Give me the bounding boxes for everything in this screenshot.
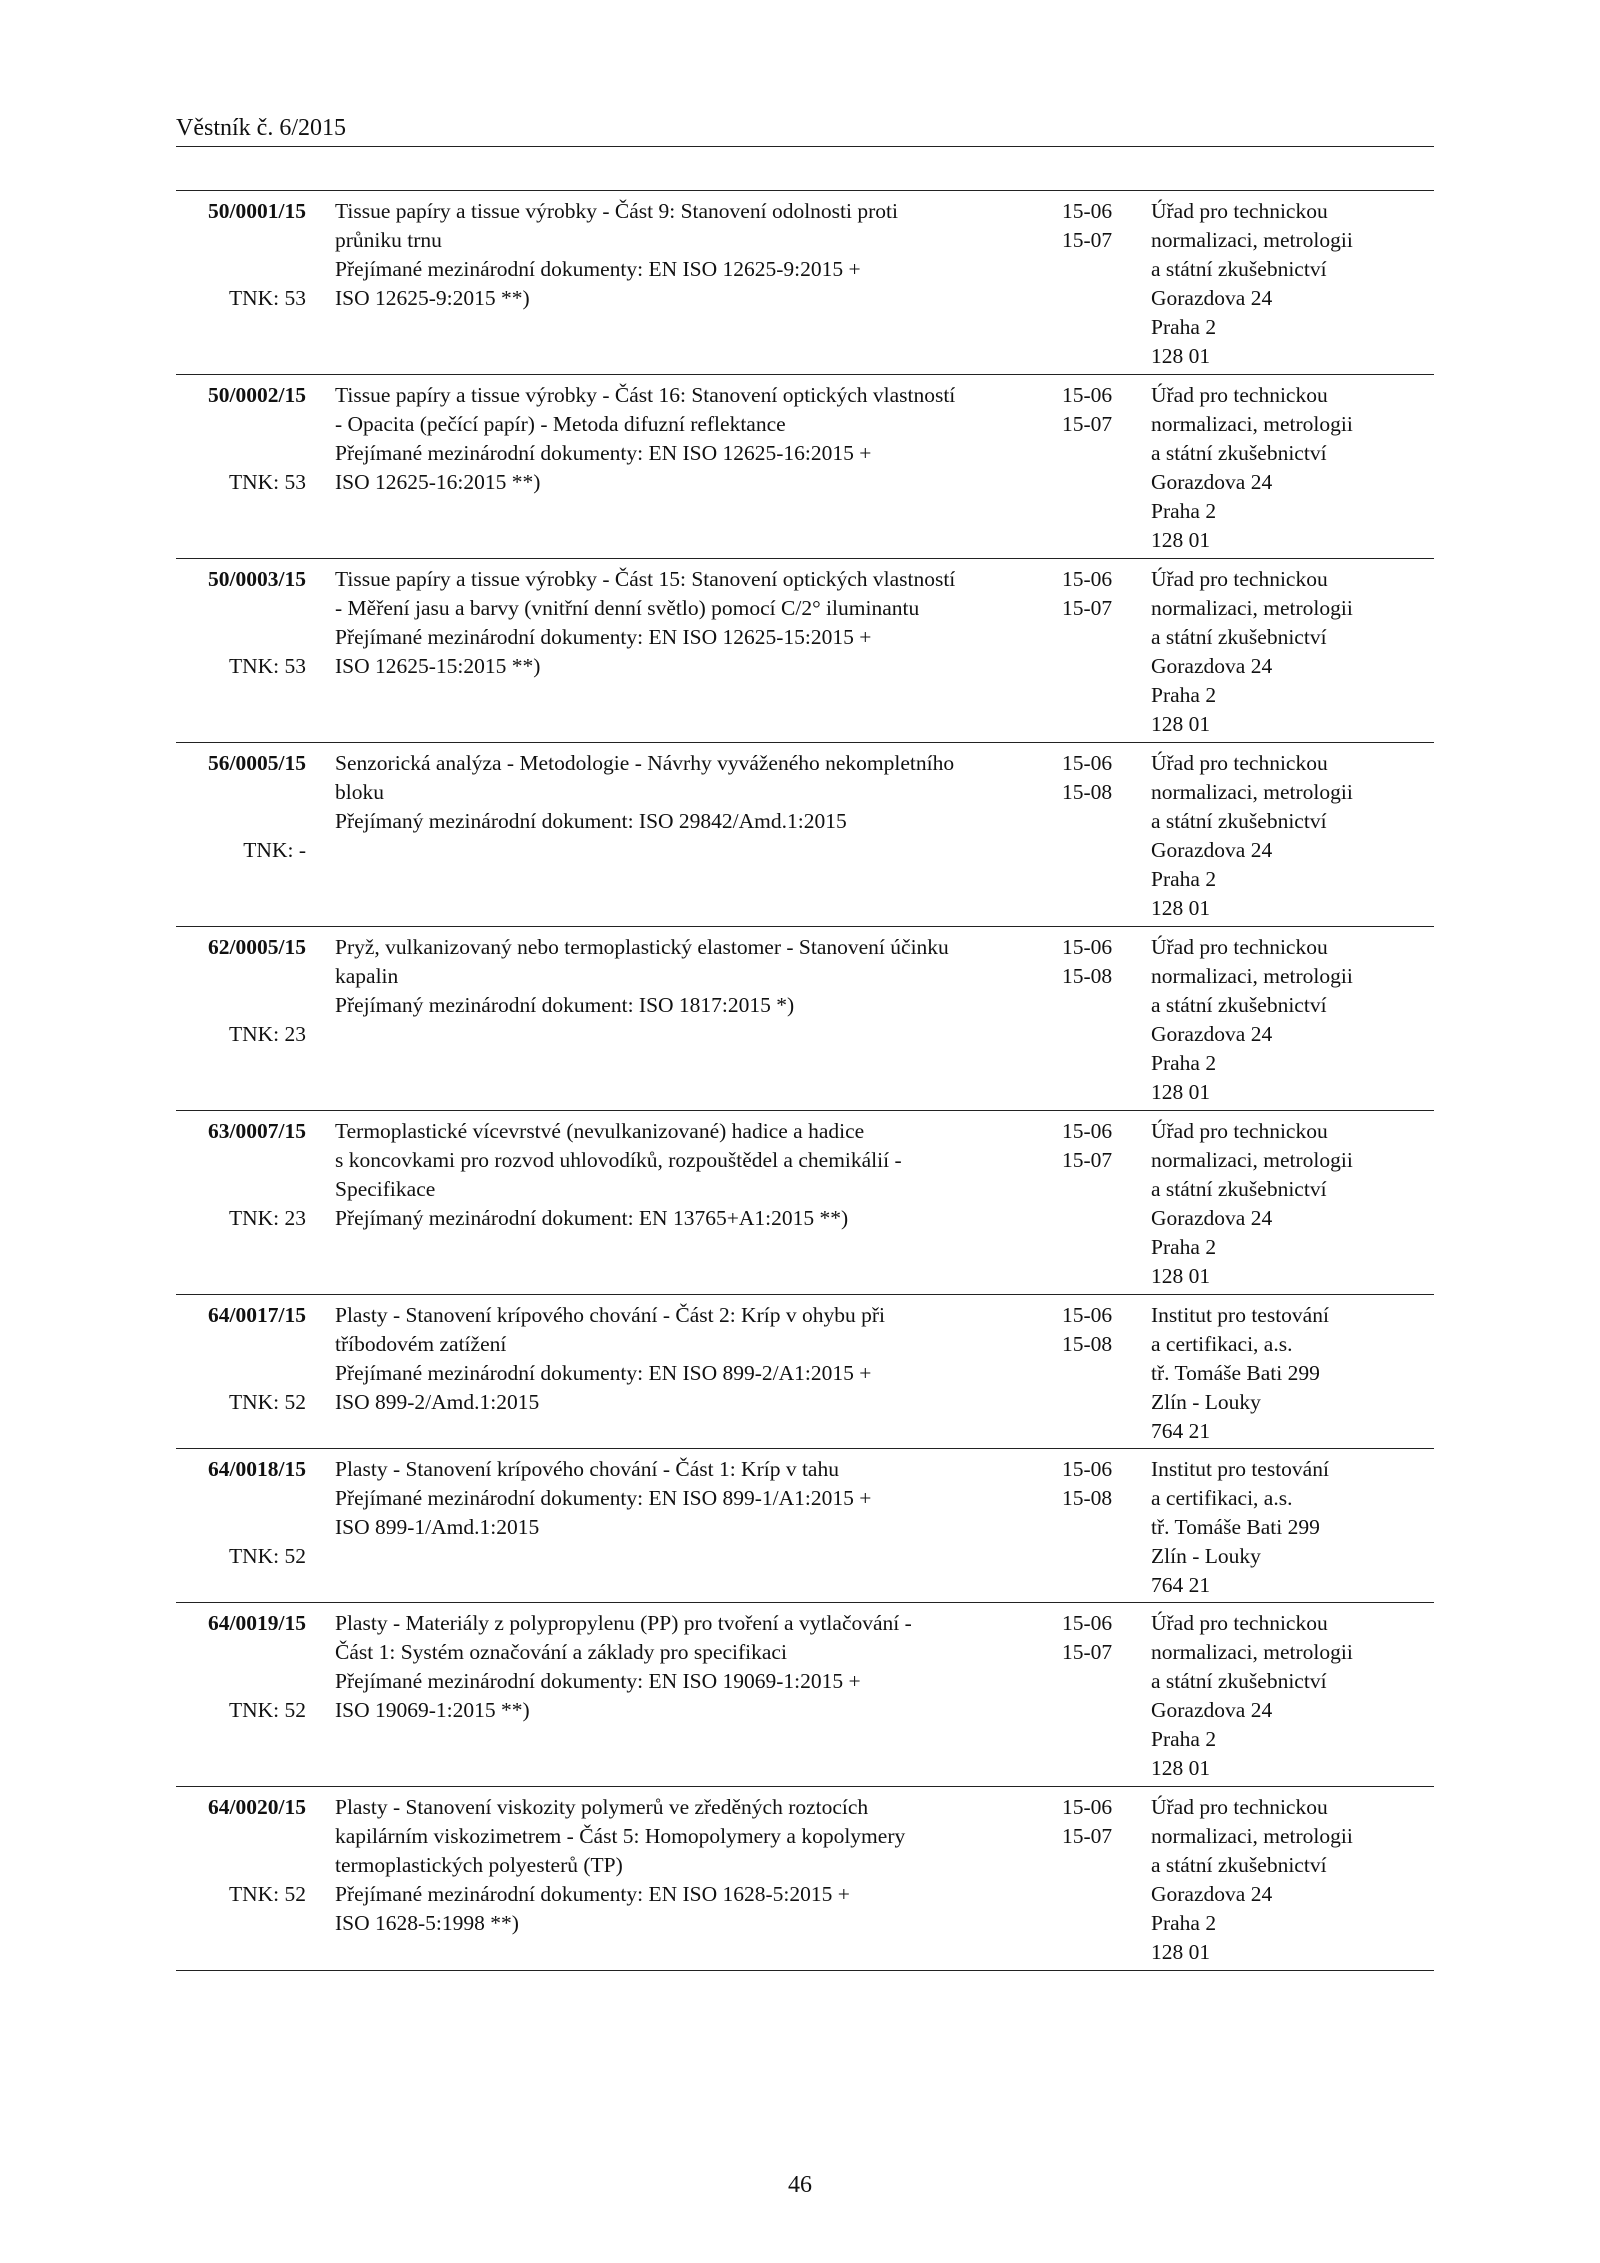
standard-title-line: tříbodovém zatížení bbox=[335, 1332, 507, 1356]
processor-organization-line: Praha 2 bbox=[1151, 1727, 1217, 1751]
standard-code: 50/0001/15 bbox=[208, 199, 306, 223]
dates-line: 15-07 bbox=[1062, 412, 1113, 436]
table-row bbox=[176, 927, 1434, 1111]
standard-title bbox=[335, 1117, 1015, 1233]
processor-organization bbox=[1151, 1301, 1431, 1446]
standard-code: 62/0005/15 bbox=[208, 935, 306, 959]
processor-organization-line: normalizaci, metrologii bbox=[1151, 1824, 1353, 1848]
processor-organization bbox=[1151, 197, 1431, 371]
standard-title-line: s koncovkami pro rozvod uhlovodíků, rozpouštědel a chemikálií - bbox=[335, 1148, 902, 1172]
standard-title-line: Termoplastické vícevrstvé (nevulkanizované) hadice a hadice bbox=[335, 1119, 865, 1143]
standard-title-line: průniku trnu bbox=[335, 228, 442, 252]
standard-title-line: ISO 1628-5:1998 **) bbox=[335, 1911, 519, 1935]
processor-organization-line: normalizaci, metrologii bbox=[1151, 228, 1353, 252]
tnk-label: TNK: 52 bbox=[228, 1390, 306, 1414]
processor-organization bbox=[1151, 933, 1431, 1107]
processor-organization-line: 128 01 bbox=[1151, 712, 1211, 736]
processor-organization-line: Praha 2 bbox=[1151, 867, 1217, 891]
processor-organization bbox=[1151, 1455, 1431, 1600]
standard-title-line: - Opacita (pečící papír) - Metoda difuzní reflektance bbox=[335, 412, 786, 436]
processor-organization-line: 128 01 bbox=[1151, 1080, 1211, 1104]
standard-title-line: kapilárním viskozimetrem - Část 5: Homopolymery a kopolymery bbox=[335, 1824, 906, 1848]
table-row bbox=[176, 1449, 1434, 1603]
processor-organization-line: 128 01 bbox=[1151, 1264, 1211, 1288]
dates-line: 15-07 bbox=[1062, 228, 1113, 252]
processor-organization-line: Úřad pro technickou bbox=[1151, 567, 1328, 591]
processor-organization-line: Gorazdova 24 bbox=[1151, 654, 1273, 678]
dates-line: 15-06 bbox=[1062, 1119, 1113, 1143]
standard-title-line: kapalin bbox=[335, 964, 399, 988]
standard-title-line: Přejímané mezinárodní dokumenty: EN ISO 12625-15:2015 + bbox=[335, 625, 872, 649]
dates-line: 15-06 bbox=[1062, 383, 1113, 407]
dates-line: 15-07 bbox=[1062, 1148, 1113, 1172]
dates bbox=[1062, 1609, 1132, 1667]
standard-title-line: ISO 899-2/Amd.1:2015 bbox=[335, 1390, 540, 1414]
standard-title-line: Plasty - Stanovení krípového chování - Část 1: Kríp v tahu bbox=[335, 1457, 839, 1481]
processor-organization-line: normalizaci, metrologii bbox=[1151, 1148, 1353, 1172]
standard-title-line: Pryž, vulkanizovaný nebo termoplastický elastomer - Stanovení účinku bbox=[335, 935, 949, 959]
standard-title-line: ISO 19069-1:2015 **) bbox=[335, 1698, 530, 1722]
dates bbox=[1062, 381, 1132, 439]
page-number: 46 bbox=[788, 2172, 812, 2198]
dates bbox=[1062, 1455, 1132, 1513]
standard-title-line: Senzorická analýza - Metodologie - Návrhy vyváženého nekompletního bbox=[335, 751, 955, 775]
processor-organization-line: 128 01 bbox=[1151, 1756, 1211, 1780]
table-row bbox=[176, 1111, 1434, 1295]
standard-title-line: Přejímané mezinárodní dokumenty: EN ISO 899-1/A1:2015 + bbox=[335, 1486, 872, 1510]
processor-organization-line: Gorazdova 24 bbox=[1151, 470, 1273, 494]
table-row bbox=[176, 743, 1434, 927]
standard-title-line: ISO 12625-16:2015 **) bbox=[335, 470, 541, 494]
standard-code: 50/0003/15 bbox=[208, 567, 306, 591]
processor-organization bbox=[1151, 749, 1431, 923]
standard-title bbox=[335, 933, 1015, 1020]
processor-organization-line: Praha 2 bbox=[1151, 499, 1217, 523]
processor-organization-line: a státní zkušebnictví bbox=[1151, 1853, 1327, 1877]
processor-organization-line: Gorazdova 24 bbox=[1151, 1022, 1273, 1046]
page-header bbox=[176, 110, 1434, 147]
standard-title-line: Tissue papíry a tissue výrobky - Část 16: Stanovení optických vlastností bbox=[335, 383, 956, 407]
standard-title-line: Přejímané mezinárodní dokumenty: EN ISO 19069-1:2015 + bbox=[335, 1669, 861, 1693]
standard-title-line: ISO 12625-9:2015 **) bbox=[335, 286, 530, 310]
processor-organization-line: 128 01 bbox=[1151, 528, 1211, 552]
processor-organization-line: Praha 2 bbox=[1151, 683, 1217, 707]
processor-organization bbox=[1151, 565, 1431, 739]
processor-organization-line: normalizaci, metrologii bbox=[1151, 412, 1353, 436]
dates bbox=[1062, 1301, 1132, 1359]
processor-organization-line: normalizaci, metrologii bbox=[1151, 780, 1353, 804]
standard-code: 50/0002/15 bbox=[208, 383, 306, 407]
dates-line: 15-06 bbox=[1062, 1457, 1113, 1481]
standard-title-line: Přejímaný mezinárodní dokument: ISO 29842/Amd.1:2015 bbox=[335, 809, 847, 833]
processor-organization-line: 128 01 bbox=[1151, 344, 1211, 368]
standard-title-line: Přejímaný mezinárodní dokument: EN 13765+A1:2015 **) bbox=[335, 1206, 849, 1230]
standards-table bbox=[176, 190, 1434, 1971]
dates-line: 15-07 bbox=[1062, 1640, 1113, 1664]
table-row bbox=[176, 559, 1434, 743]
standard-title-line: Tissue papíry a tissue výrobky - Část 15: Stanovení optických vlastností bbox=[335, 567, 956, 591]
processor-organization-line: Úřad pro technickou bbox=[1151, 935, 1328, 959]
tnk-label: TNK: 53 bbox=[228, 286, 306, 310]
standard-title-line: Část 1: Systém označování a základy pro specifikaci bbox=[335, 1640, 787, 1664]
processor-organization-line: Gorazdova 24 bbox=[1151, 1882, 1273, 1906]
table-row bbox=[176, 1603, 1434, 1787]
processor-organization bbox=[1151, 1117, 1431, 1291]
dates bbox=[1062, 749, 1132, 807]
standard-code: 56/0005/15 bbox=[208, 751, 306, 775]
standard-title-line: Plasty - Stanovení viskozity polymerů ve zředěných roztocích bbox=[335, 1795, 869, 1819]
processor-organization-line: normalizaci, metrologii bbox=[1151, 596, 1353, 620]
standard-code: 64/0017/15 bbox=[208, 1303, 306, 1327]
processor-organization-line: a státní zkušebnictví bbox=[1151, 1177, 1327, 1201]
processor-organization-line: Praha 2 bbox=[1151, 1235, 1217, 1259]
processor-organization-line: Praha 2 bbox=[1151, 1051, 1217, 1075]
processor-organization-line: Gorazdova 24 bbox=[1151, 286, 1273, 310]
standard-title bbox=[335, 381, 1015, 497]
dates bbox=[1062, 197, 1132, 255]
standard-title-line: Přejímané mezinárodní dokumenty: EN ISO 899-2/A1:2015 + bbox=[335, 1361, 872, 1385]
dates-line: 15-06 bbox=[1062, 1795, 1113, 1819]
dates-line: 15-06 bbox=[1062, 199, 1113, 223]
processor-organization-line: tř. Tomáše Bati 299 bbox=[1151, 1515, 1320, 1539]
processor-organization-line: a státní zkušebnictví bbox=[1151, 441, 1327, 465]
dates-line: 15-06 bbox=[1062, 935, 1113, 959]
processor-organization-line: a státní zkušebnictví bbox=[1151, 257, 1327, 281]
processor-organization-line: tř. Tomáše Bati 299 bbox=[1151, 1361, 1320, 1385]
table-row bbox=[176, 1295, 1434, 1449]
dates-line: 15-07 bbox=[1062, 1824, 1113, 1848]
standard-title bbox=[335, 1793, 1015, 1938]
table-row bbox=[176, 375, 1434, 559]
standard-code: 64/0020/15 bbox=[208, 1795, 306, 1819]
dates bbox=[1062, 1117, 1132, 1175]
dates-line: 15-06 bbox=[1062, 1303, 1113, 1327]
processor-organization-line: a státní zkušebnictví bbox=[1151, 809, 1327, 833]
dates bbox=[1062, 933, 1132, 991]
standard-title bbox=[335, 565, 1015, 681]
standard-title-line: termoplastických polyesterů (TP) bbox=[335, 1853, 623, 1877]
dates-line: 15-08 bbox=[1062, 1486, 1113, 1510]
standard-code: 64/0018/15 bbox=[208, 1457, 306, 1481]
standard-title bbox=[335, 1455, 1015, 1542]
processor-organization-line: a státní zkušebnictví bbox=[1151, 1669, 1327, 1693]
processor-organization-line: Zlín - Louky bbox=[1151, 1544, 1261, 1568]
processor-organization-line: a státní zkušebnictví bbox=[1151, 625, 1327, 649]
processor-organization-line: a státní zkušebnictví bbox=[1151, 993, 1327, 1017]
dates-line: 15-08 bbox=[1062, 1332, 1113, 1356]
standard-code: 64/0019/15 bbox=[208, 1611, 306, 1635]
standard-title-line: ISO 12625-15:2015 **) bbox=[335, 654, 541, 678]
processor-organization-line: Institut pro testování bbox=[1151, 1303, 1329, 1327]
dates-line: 15-08 bbox=[1062, 780, 1113, 804]
standard-title-line: Plasty - Materiály z polypropylenu (PP) pro tvoření a vytlačování - bbox=[335, 1611, 912, 1635]
standard-title bbox=[335, 1301, 1015, 1417]
standard-title-line: Přejímané mezinárodní dokumenty: EN ISO 12625-9:2015 + bbox=[335, 257, 861, 281]
processor-organization-line: a certifikaci, a.s. bbox=[1151, 1332, 1293, 1356]
processor-organization bbox=[1151, 1793, 1431, 1967]
processor-organization-line: Gorazdova 24 bbox=[1151, 1698, 1273, 1722]
standard-title-line: Plasty - Stanovení krípového chování - Část 2: Kríp v ohybu při bbox=[335, 1303, 885, 1327]
processor-organization-line: Institut pro testování bbox=[1151, 1457, 1329, 1481]
processor-organization-line: 764 21 bbox=[1151, 1419, 1211, 1443]
tnk-label: TNK: 53 bbox=[228, 654, 306, 678]
tnk-label: TNK: 52 bbox=[228, 1698, 306, 1722]
processor-organization-line: Úřad pro technickou bbox=[1151, 199, 1328, 223]
dates-line: 15-06 bbox=[1062, 1611, 1113, 1635]
dates bbox=[1062, 1793, 1132, 1851]
standard-title bbox=[335, 749, 1015, 836]
processor-organization-line: Gorazdova 24 bbox=[1151, 838, 1273, 862]
tnk-label: TNK: 23 bbox=[228, 1206, 306, 1230]
standard-title bbox=[335, 197, 1015, 313]
dates bbox=[1062, 565, 1132, 623]
processor-organization-line: 128 01 bbox=[1151, 896, 1211, 920]
processor-organization-line: Úřad pro technickou bbox=[1151, 751, 1328, 775]
tnk-label: TNK: 23 bbox=[228, 1022, 306, 1046]
dates-line: 15-07 bbox=[1062, 596, 1113, 620]
journal-title: Věstník č. 6/2015 bbox=[176, 115, 346, 141]
standard-title-line: - Měření jasu a barvy (vnitřní denní světlo) pomocí C/2° iluminantu bbox=[335, 596, 920, 620]
processor-organization-line: Úřad pro technickou bbox=[1151, 383, 1328, 407]
tnk-label: TNK: 52 bbox=[228, 1882, 306, 1906]
standard-title bbox=[335, 1609, 1015, 1725]
table-row bbox=[176, 1787, 1434, 1971]
standard-title-line: bloku bbox=[335, 780, 384, 804]
processor-organization-line: 128 01 bbox=[1151, 1940, 1211, 1964]
processor-organization-line: Úřad pro technickou bbox=[1151, 1119, 1328, 1143]
standard-title-line: ISO 899-1/Amd.1:2015 bbox=[335, 1515, 540, 1539]
processor-organization-line: Zlín - Louky bbox=[1151, 1390, 1261, 1414]
tnk-label: TNK: - bbox=[243, 838, 306, 862]
processor-organization-line: Úřad pro technickou bbox=[1151, 1611, 1328, 1635]
processor-organization-line: 764 21 bbox=[1151, 1573, 1211, 1597]
processor-organization-line: normalizaci, metrologii bbox=[1151, 964, 1353, 988]
tnk-label: TNK: 53 bbox=[228, 470, 306, 494]
table-row bbox=[176, 191, 1434, 375]
standard-title-line: Tissue papíry a tissue výrobky - Část 9: Stanovení odolnosti proti bbox=[335, 199, 898, 223]
processor-organization-line: Praha 2 bbox=[1151, 1911, 1217, 1935]
processor-organization-line: Úřad pro technickou bbox=[1151, 1795, 1328, 1819]
processor-organization-line: normalizaci, metrologii bbox=[1151, 1640, 1353, 1664]
processor-organization bbox=[1151, 1609, 1431, 1783]
dates-line: 15-08 bbox=[1062, 964, 1113, 988]
dates-line: 15-06 bbox=[1062, 567, 1113, 591]
dates-line: 15-06 bbox=[1062, 751, 1113, 775]
standard-title-line: Přejímaný mezinárodní dokument: ISO 1817:2015 *) bbox=[335, 993, 795, 1017]
processor-organization-line: Praha 2 bbox=[1151, 315, 1217, 339]
processor-organization-line: a certifikaci, a.s. bbox=[1151, 1486, 1293, 1510]
standard-title-line: Specifikace bbox=[335, 1177, 436, 1201]
standard-title-line: Přejímané mezinárodní dokumenty: EN ISO 1628-5:2015 + bbox=[335, 1882, 850, 1906]
processor-organization bbox=[1151, 381, 1431, 555]
processor-organization-line: Gorazdova 24 bbox=[1151, 1206, 1273, 1230]
tnk-label: TNK: 52 bbox=[228, 1544, 306, 1568]
standard-title-line: Přejímané mezinárodní dokumenty: EN ISO 12625-16:2015 + bbox=[335, 441, 872, 465]
standard-code: 63/0007/15 bbox=[208, 1119, 306, 1143]
